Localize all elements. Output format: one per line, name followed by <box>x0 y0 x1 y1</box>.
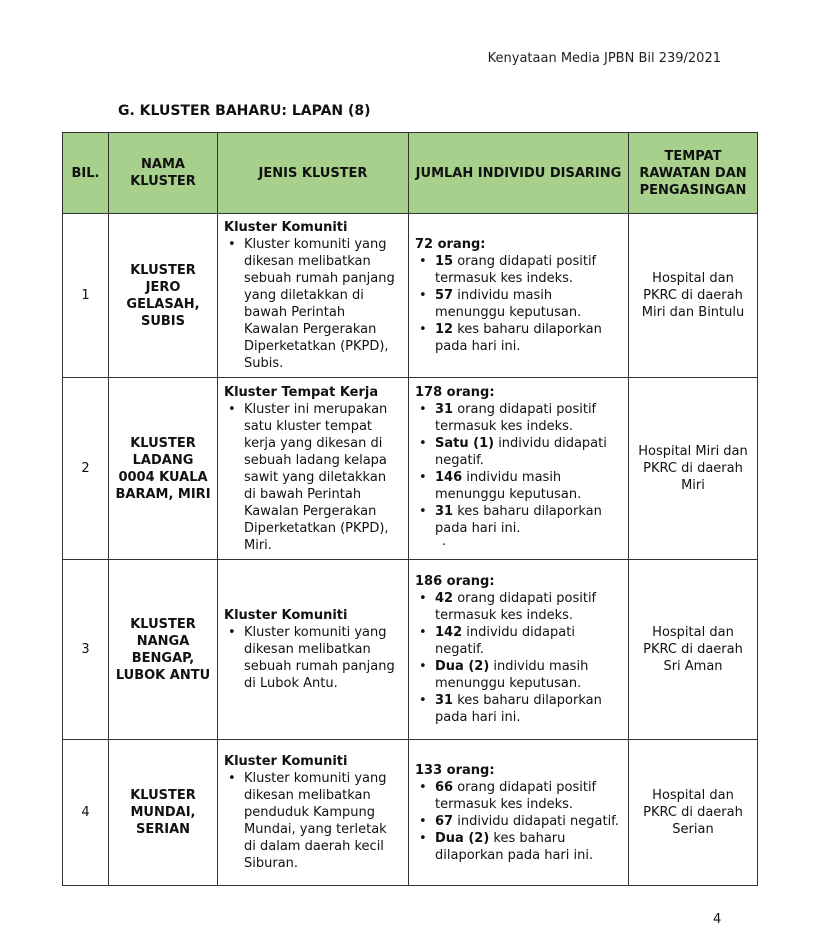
treatment-location: Hospital dan PKRC di daerah Miri dan Bintulu <box>629 214 758 378</box>
cluster-type-title: Kluster Komuniti <box>224 608 348 623</box>
screened-total: 133 orang: <box>415 762 495 778</box>
cluster-type <box>218 378 409 560</box>
header-bil: BIL. <box>63 133 109 214</box>
table-header-row <box>63 133 758 214</box>
cluster-name: KLUSTER LADANG 0004 KUALA BARAM, MIRI <box>109 378 218 560</box>
screened-total: 72 orang: <box>415 237 486 252</box>
list-item: • Satu (1) individu didapati negatif. <box>415 435 622 469</box>
list-item: • Dua (2) kes baharu dilaporkan pada hari ini. <box>415 830 622 864</box>
table-row <box>63 378 758 560</box>
cluster-type <box>218 560 409 740</box>
cluster-type-description: • Kluster ini merupakan satu kluster tempat kerja yang dikesan di sebuah ladang kelapa sawit yang diletakkan di bawah Perintah Kawalan Pergerakan Diperketatkan (PKPD), Miri. <box>224 401 402 554</box>
document-reference: Kenyataan Media JPBN Bil 239/2021 <box>487 51 721 66</box>
list-item: • 15 orang didapati positif termasuk kes indeks. <box>415 253 622 287</box>
cluster-type-title: Kluster Komuniti <box>224 754 348 769</box>
cluster-type-description: • Kluster komuniti yang dikesan melibatkan penduduk Kampung Mundai, yang terletak di dalam daerah kecil Siburan. <box>224 770 402 872</box>
treatment-location: Hospital dan PKRC di daerah Sri Aman <box>629 560 758 740</box>
cluster-type <box>218 740 409 886</box>
table-row <box>63 560 758 740</box>
treatment-location: Hospital dan PKRC di daerah Serian <box>629 740 758 886</box>
row-number: 3 <box>63 560 109 740</box>
cluster-table <box>62 132 758 886</box>
list-item: • 42 orang didapati positif termasuk kes indeks. <box>415 590 622 624</box>
screened-count <box>409 214 629 378</box>
table-row <box>63 740 758 886</box>
list-item: • 67 individu didapati negatif. <box>415 813 622 830</box>
row-number: 4 <box>63 740 109 886</box>
cluster-type-description: • Kluster komuniti yang dikesan melibatkan sebuah rumah panjang di Lubok Antu. <box>224 624 402 692</box>
screened-count <box>409 378 629 560</box>
cluster-name: KLUSTER MUNDAI, SERIAN <box>109 740 218 886</box>
list-item: • 142 individu didapati negatif. <box>415 624 622 658</box>
header-jenis-kluster: JENIS KLUSTER <box>218 133 409 214</box>
header-tempat-rawatan: TEMPAT RAWATAN DAN PENGASINGAN <box>629 133 758 214</box>
row-number: 2 <box>63 378 109 560</box>
list-item: • 12 kes baharu dilaporkan pada hari ini. <box>415 321 622 355</box>
list-item: • 31 kes baharu dilaporkan pada hari ini. <box>415 503 622 537</box>
screened-total: 186 orang: <box>415 574 495 589</box>
cluster-type-description: • Kluster komuniti yang dikesan melibatkan sebuah rumah panjang yang diletakkan di bawah Perintah Kawalan Pergerakan Diperketatkan (PKPD), Subis. <box>224 236 402 372</box>
screened-total: 178 orang: <box>415 384 495 400</box>
cluster-type <box>218 214 409 378</box>
cluster-type-title: Kluster Tempat Kerja <box>224 384 379 400</box>
list-item: • 57 individu masih menunggu keputusan. <box>415 287 622 321</box>
header-jumlah-individu: JUMLAH INDIVIDU DISARING <box>409 133 629 214</box>
section-title: G. KLUSTER BAHARU: LAPAN (8) <box>118 103 371 119</box>
page-number: 4 <box>713 912 722 927</box>
treatment-location: Hospital Miri dan PKRC di daerah Miri <box>629 378 758 560</box>
row-number: 1 <box>63 214 109 378</box>
header-nama-kluster: NAMA KLUSTER <box>109 133 218 214</box>
screened-count <box>409 560 629 740</box>
list-item: • 31 kes baharu dilaporkan pada hari ini. <box>415 692 622 726</box>
screened-count <box>409 740 629 886</box>
cluster-type-title: Kluster Komuniti <box>224 220 348 235</box>
trailing-period: . <box>442 533 447 549</box>
cluster-name: KLUSTER JERO GELASAH, SUBIS <box>109 214 218 378</box>
cluster-name: KLUSTER NANGA BENGAP, LUBOK ANTU <box>109 560 218 740</box>
list-item: • 146 individu masih menunggu keputusan. <box>415 469 622 503</box>
table-row <box>63 214 758 378</box>
list-item: • Dua (2) individu masih menunggu keputusan. <box>415 658 622 692</box>
list-item: • 66 orang didapati positif termasuk kes indeks. <box>415 779 622 813</box>
list-item: • 31 orang didapati positif termasuk kes indeks. <box>415 401 622 435</box>
